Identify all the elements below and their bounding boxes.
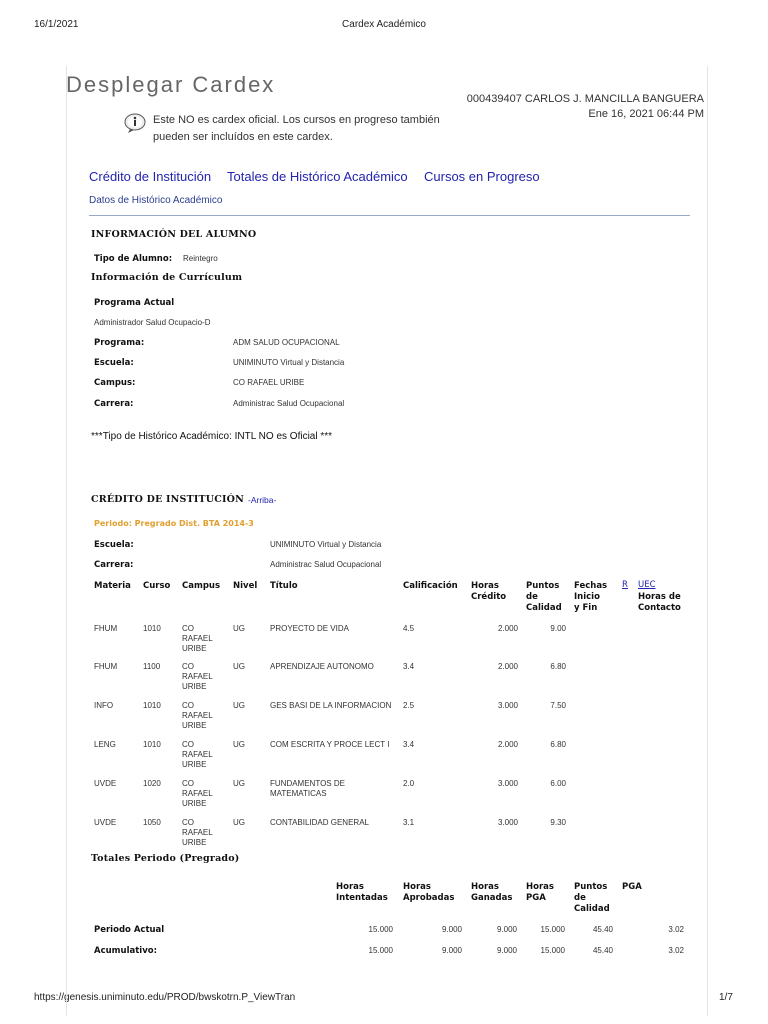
programa-value: ADM SALUD OCUPACIONAL bbox=[233, 338, 340, 347]
course-campus-line: RAFAEL bbox=[182, 828, 213, 837]
totales-ganadas: 9.000 bbox=[496, 946, 517, 955]
notice-line-2: pueden ser incluídos en este cardex. bbox=[153, 131, 333, 143]
course-horas: 2.000 bbox=[497, 740, 518, 749]
course-titulo bbox=[270, 662, 400, 672]
course-campus-line: URIBE bbox=[182, 838, 207, 847]
course-materia: FHUM bbox=[94, 662, 118, 671]
th-horas-contacto-2: Contacto bbox=[638, 603, 681, 613]
totales-aprobadas: 9.000 bbox=[441, 925, 462, 934]
course-campus-line: CO bbox=[182, 818, 194, 827]
print-date: 16/1/2021 bbox=[34, 19, 79, 30]
course-nivel: UG bbox=[233, 662, 245, 671]
course-campus-line: URIBE bbox=[182, 760, 207, 769]
course-curso: 1050 bbox=[143, 818, 161, 827]
course-titulo bbox=[270, 818, 400, 828]
print-page-number: 1/7 bbox=[719, 992, 733, 1003]
course-titulo-line: COM ESCRITA Y PROCE LECT I bbox=[270, 740, 390, 749]
course-curso: 1020 bbox=[143, 779, 161, 788]
print-url[interactable]: https://genesis.uniminuto.edu/PROD/bwskotrn.P_ViewTran bbox=[34, 992, 296, 1003]
historico-tipo bbox=[91, 431, 332, 442]
course-campus-line: CO bbox=[182, 701, 194, 710]
course-nivel: UG bbox=[233, 779, 245, 788]
th-horas-credito bbox=[471, 581, 506, 603]
th-aprobadas-2: Aprobadas bbox=[403, 893, 455, 903]
stars-right: *** bbox=[320, 431, 333, 442]
totales-label: Periodo Actual bbox=[94, 925, 165, 935]
course-titulo-line: MATEMATICAS bbox=[270, 789, 327, 798]
link-cursos-progreso[interactable]: Cursos en Progreso bbox=[424, 169, 540, 184]
course-campus-line: RAFAEL bbox=[182, 672, 213, 681]
th-nivel: Nivel bbox=[233, 581, 258, 591]
arriba-link[interactable]: -Arriba- bbox=[248, 495, 277, 505]
th-fechas bbox=[574, 581, 607, 614]
course-campus bbox=[182, 701, 230, 731]
student-ident: 000439407 CARLOS J. MANCILLA BANGUERA bbox=[466, 93, 704, 105]
link-totales-historico[interactable]: Totales de Histórico Académico bbox=[227, 169, 408, 184]
course-nivel: UG bbox=[233, 818, 245, 827]
th-horas-pga-1: Horas bbox=[526, 882, 554, 892]
credito-escuela-label: Escuela: bbox=[94, 540, 134, 550]
th-puntos-3: Calidad bbox=[526, 603, 562, 613]
course-puntos: 6.80 bbox=[550, 740, 566, 749]
programa-actual-label: Programa Actual bbox=[94, 298, 175, 308]
course-campus-line: URIBE bbox=[182, 682, 207, 691]
course-calificacion: 3.1 bbox=[403, 818, 415, 827]
totales-intentadas: 15.000 bbox=[368, 946, 393, 955]
course-curso: 1010 bbox=[143, 740, 161, 749]
campus-label: Campus: bbox=[94, 378, 136, 388]
th-horas-credito-2: Crédito bbox=[471, 592, 507, 602]
course-calificacion: 4.5 bbox=[403, 624, 415, 633]
credito-escuela-value: UNIMINUTO Virtual y Distancia bbox=[270, 540, 382, 549]
course-calificacion: 3.4 bbox=[403, 662, 415, 671]
print-title: Cardex Académico bbox=[342, 19, 426, 30]
course-materia: LENG bbox=[94, 740, 116, 749]
th-horas-pga-2: PGA bbox=[526, 893, 546, 903]
th-fechas-3: y Fin bbox=[574, 603, 598, 613]
course-campus bbox=[182, 818, 230, 848]
course-titulo-line: APRENDIZAJE AUTONOMO bbox=[270, 662, 374, 671]
course-campus-line: CO bbox=[182, 624, 194, 633]
course-calificacion: 2.5 bbox=[403, 701, 415, 710]
course-horas: 3.000 bbox=[497, 701, 518, 710]
programa-label: Programa: bbox=[94, 338, 145, 348]
course-titulo-line: PROYECTO DE VIDA bbox=[270, 624, 349, 633]
totales-intentadas: 15.000 bbox=[368, 925, 393, 934]
course-campus-line: URIBE bbox=[182, 644, 207, 653]
course-puntos: 6.80 bbox=[550, 662, 566, 671]
course-calificacion: 3.4 bbox=[403, 740, 415, 749]
course-puntos: 9.00 bbox=[550, 624, 566, 633]
th-campus: Campus bbox=[182, 581, 221, 591]
th-horas-pga bbox=[526, 882, 554, 904]
course-materia: INFO bbox=[94, 701, 114, 710]
course-campus-line: RAFAEL bbox=[182, 789, 213, 798]
totales-label: Acumulativo: bbox=[94, 946, 157, 956]
th-titulo: Título bbox=[270, 581, 298, 591]
course-titulo-line: CONTABILIDAD GENERAL bbox=[270, 818, 369, 827]
course-campus-line: URIBE bbox=[182, 799, 207, 808]
alumno-heading: INFORMACIÓN DEL ALUMNO bbox=[91, 229, 257, 240]
credito-carrera-value: Administrac Salud Ocupacional bbox=[270, 560, 382, 569]
th-r[interactable]: R bbox=[622, 580, 628, 590]
course-puntos: 9.30 bbox=[550, 818, 566, 827]
th-materia: Materia bbox=[94, 581, 131, 591]
th-pga: PGA bbox=[622, 882, 642, 892]
course-campus-line: RAFAEL bbox=[182, 750, 213, 759]
course-campus bbox=[182, 740, 230, 770]
course-titulo-line: GES BASI DE LA INFORMACION bbox=[270, 701, 392, 710]
course-curso: 1010 bbox=[143, 624, 161, 633]
course-campus bbox=[182, 779, 230, 809]
totales-heading: Totales Periodo (Pregrado) bbox=[91, 853, 240, 864]
th-uec[interactable]: UEC bbox=[638, 580, 656, 590]
th-horas-credito-1: Horas bbox=[471, 581, 499, 591]
campus-value: CO RAFAEL URIBE bbox=[233, 378, 305, 387]
course-campus bbox=[182, 662, 230, 692]
th-calificacion: Calificación bbox=[403, 581, 458, 591]
course-horas: 2.000 bbox=[497, 624, 518, 633]
stars-left: *** bbox=[91, 431, 103, 442]
escuela-label: Escuela: bbox=[94, 358, 134, 368]
th-puntos-1: Puntos bbox=[526, 581, 560, 591]
th-ganadas-1: Horas bbox=[471, 882, 499, 892]
course-titulo bbox=[270, 740, 400, 750]
divider bbox=[89, 215, 690, 216]
th-horas-aprobadas bbox=[403, 882, 454, 904]
course-campus-line: RAFAEL bbox=[182, 711, 213, 720]
course-materia: UVDE bbox=[94, 818, 117, 827]
th-horas-intentadas bbox=[336, 882, 388, 904]
th-aprobadas-1: Horas bbox=[403, 882, 431, 892]
curriculum-heading: Información de Currículum bbox=[91, 272, 243, 283]
info-icon bbox=[124, 113, 146, 133]
course-puntos: 6.00 bbox=[550, 779, 566, 788]
th-totales-puntos-1: Puntos bbox=[574, 882, 608, 892]
tipo-alumno-label: Tipo de Alumno: bbox=[94, 254, 173, 264]
th-intentadas-2: Intentadas bbox=[336, 893, 388, 903]
content-frame bbox=[66, 66, 708, 1016]
totales-pga: 3.02 bbox=[668, 925, 684, 934]
th-horas-contacto bbox=[638, 592, 681, 614]
th-puntos bbox=[526, 581, 562, 614]
course-puntos: 7.50 bbox=[550, 701, 566, 710]
th-totales-puntos bbox=[574, 882, 610, 915]
totales-pga: 3.02 bbox=[668, 946, 684, 955]
totales-aprobadas: 9.000 bbox=[441, 946, 462, 955]
course-horas: 2.000 bbox=[497, 662, 518, 671]
course-titulo-line: FUNDAMENTOS DE bbox=[270, 779, 345, 788]
carrera-value: Administrac Salud Ocupacional bbox=[233, 399, 345, 408]
totales-pga_hours: 15.000 bbox=[540, 946, 565, 955]
th-puntos-2: de bbox=[526, 592, 538, 602]
course-campus-line: URIBE bbox=[182, 721, 207, 730]
course-campus-line: CO bbox=[182, 740, 194, 749]
programa-actual-value: Administrador Salud Ocupacio-D bbox=[94, 318, 211, 327]
course-calificacion: 2.0 bbox=[403, 779, 415, 788]
link-credito-institucion[interactable]: Crédito de Institución bbox=[89, 169, 212, 184]
th-horas-ganadas bbox=[471, 882, 512, 904]
course-curso: 1010 bbox=[143, 701, 161, 710]
totales-puntos: 45.40 bbox=[592, 925, 613, 934]
course-titulo bbox=[270, 779, 400, 799]
course-campus-line: CO bbox=[182, 662, 194, 671]
course-horas: 3.000 bbox=[497, 818, 518, 827]
th-ganadas-2: Ganadas bbox=[471, 893, 513, 903]
course-nivel: UG bbox=[233, 701, 245, 710]
course-campus-line: CO bbox=[182, 779, 194, 788]
totales-pga_hours: 15.000 bbox=[540, 925, 565, 934]
credito-carrera-label: Carrera: bbox=[94, 560, 134, 570]
th-horas-contacto-1: Horas de bbox=[638, 592, 681, 602]
page-title: Desplegar Cardex bbox=[66, 72, 276, 97]
th-fechas-1: Fechas bbox=[574, 581, 608, 591]
th-totales-puntos-3: Calidad bbox=[574, 904, 610, 914]
course-materia: FHUM bbox=[94, 624, 118, 633]
totales-ganadas: 9.000 bbox=[496, 925, 517, 934]
tipo-alumno-value: Reintegro bbox=[183, 254, 218, 263]
periodo-label: Periodo: Pregrado Dist. BTA 2014-3 bbox=[94, 519, 254, 528]
course-curso: 1100 bbox=[143, 662, 161, 671]
course-nivel: UG bbox=[233, 740, 245, 749]
th-totales-puntos-2: de bbox=[574, 893, 586, 903]
link-datos-historico[interactable]: Datos de Histórico Académico bbox=[89, 195, 223, 206]
course-titulo bbox=[270, 624, 400, 634]
course-horas: 3.000 bbox=[497, 779, 518, 788]
th-intentadas-1: Horas bbox=[336, 882, 364, 892]
totales-puntos: 45.40 bbox=[592, 946, 613, 955]
notice-line-1: Este NO es cardex oficial. Los cursos en progreso también bbox=[153, 114, 440, 126]
course-nivel: UG bbox=[233, 624, 245, 633]
timestamp: Ene 16, 2021 06:44 PM bbox=[588, 108, 704, 120]
credito-heading: CRÉDITO DE INSTITUCIÓN bbox=[91, 494, 245, 505]
course-titulo bbox=[270, 701, 400, 711]
course-campus bbox=[182, 624, 230, 654]
historico-tipo-text: Tipo de Histórico Académico: INTL NO es Oficial bbox=[102, 431, 318, 442]
course-campus-line: RAFAEL bbox=[182, 634, 213, 643]
carrera-label: Carrera: bbox=[94, 399, 134, 409]
th-fechas-2: Inicio bbox=[574, 592, 600, 602]
escuela-value: UNIMINUTO Virtual y Distancia bbox=[233, 358, 345, 367]
course-materia: UVDE bbox=[94, 779, 117, 788]
th-curso: Curso bbox=[143, 581, 171, 591]
